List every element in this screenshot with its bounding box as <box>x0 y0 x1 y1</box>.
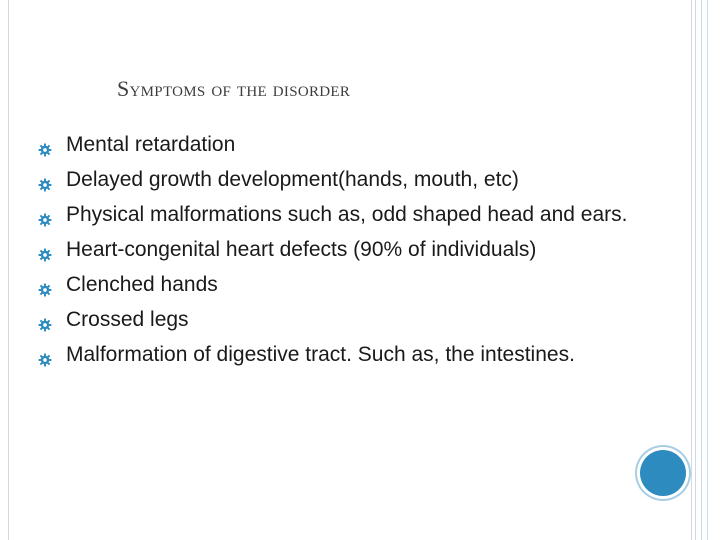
bullet-item <box>38 272 658 298</box>
bullet-item <box>38 307 658 333</box>
bullet-text: Heart-congenital heart defects (90% of individuals) <box>66 238 537 261</box>
bullet-list <box>38 132 658 377</box>
gear-icon <box>38 348 52 362</box>
circle-decoration-icon <box>640 450 686 496</box>
decor-rail-line <box>695 0 696 540</box>
bullet-text: Crossed legs <box>66 308 189 331</box>
gear-icon <box>38 138 52 152</box>
bullet-item <box>38 132 658 158</box>
gear-icon <box>38 173 52 187</box>
bullet-item <box>38 202 658 228</box>
bullet-text: Malformation of digestive tract. Such as, the intestines. <box>66 343 575 366</box>
bullet-item <box>38 342 658 368</box>
bullet-item <box>38 237 658 263</box>
bullet-text: Delayed growth development(hands, mouth, etc) <box>66 168 519 191</box>
slide-title: Symptoms of the disorder <box>117 76 351 101</box>
decor-rail-line <box>707 0 708 540</box>
gear-icon <box>38 278 52 292</box>
bullet-text: Mental retardation <box>66 133 236 156</box>
bullet-text: Physical malformations such as, odd shaped head and ears. <box>66 203 628 226</box>
gear-icon <box>38 208 52 222</box>
gear-icon <box>38 313 52 327</box>
bullet-item <box>38 167 658 193</box>
bullet-text: Clenched hands <box>66 273 218 296</box>
decor-rail-line <box>701 0 702 540</box>
gear-icon <box>38 243 52 257</box>
